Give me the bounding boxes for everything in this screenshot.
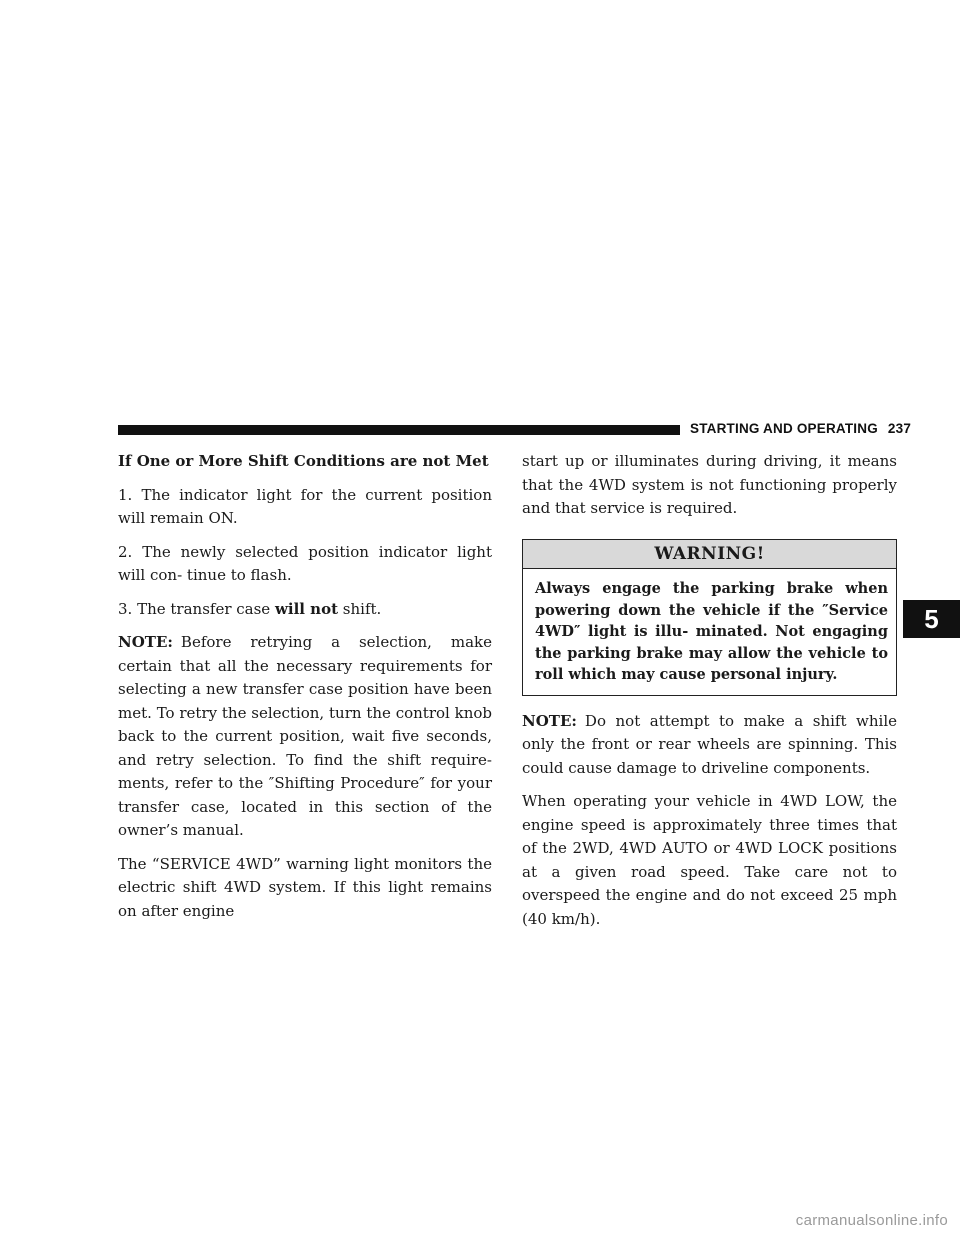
note-label: NOTE:	[118, 633, 173, 651]
note-paragraph	[118, 631, 492, 843]
right-column	[522, 450, 897, 941]
note-text: Before retrying a selection, make certain that all the necessary requirements for selecting a new transfer case position have been met. To retry the selection, turn the control knob back to the current position, wait five seconds, and retry selection. To find the shift require- ments, refer to the ″Shifting Procedure″ for your transfer case, located in this section of the owner’s manual.	[118, 633, 492, 839]
list-item-3	[118, 598, 492, 622]
running-header	[690, 421, 911, 436]
page-number: 237	[887, 421, 912, 436]
warning-box	[522, 539, 897, 696]
header-rule	[118, 425, 680, 435]
note-text-2: Do not attempt to make a shift while only the front or rear wheels are spinning. This could cause damage to driveline components.	[522, 711, 897, 777]
section-title: STARTING AND OPERATING	[690, 421, 878, 436]
left-column	[118, 450, 492, 933]
list-item-3-text-a: 3. The transfer case	[118, 599, 275, 618]
note-label-2: NOTE:	[522, 711, 577, 730]
continuation-paragraph: start up or illuminates during driving, it means that the 4WD system is not functioning properly and that service is required.	[522, 452, 897, 517]
warning-text: Always engage the parking brake when powering down the vehicle if the ″Service 4WD″ light is illu- minated. Not engaging the parking brake may allow the vehicle to roll which may cause personal injury.	[535, 580, 888, 683]
note-paragraph-2	[522, 710, 897, 781]
list-item-1: 1. The indicator light for the current position will remain ON.	[118, 485, 492, 527]
service-4wd-paragraph: The “SERVICE 4WD” warning light monitors the electric shift 4WD system. If this light remains on after engine	[118, 854, 492, 920]
list-item-2: 2. The newly selected position indicator light will con- tinue to flash.	[118, 542, 492, 584]
warning-title: WARNING!	[523, 540, 896, 570]
chapter-tab: 5	[903, 600, 960, 638]
list-item-3-emphasis: will not	[274, 599, 339, 618]
section-heading: If One or More Shift Conditions are not Met	[118, 452, 489, 470]
watermark: carmanualsonline.info	[795, 1212, 948, 1229]
4wd-low-paragraph: When operating your vehicle in 4WD LOW, the engine speed is approximately three times that of the 2WD, 4WD AUTO or 4WD LOCK positions at a given road speed. Take care not to overspeed the engine and do not exceed 25 mph (40 km/h).	[522, 792, 897, 928]
list-item-3-text-b: shift.	[338, 599, 382, 618]
